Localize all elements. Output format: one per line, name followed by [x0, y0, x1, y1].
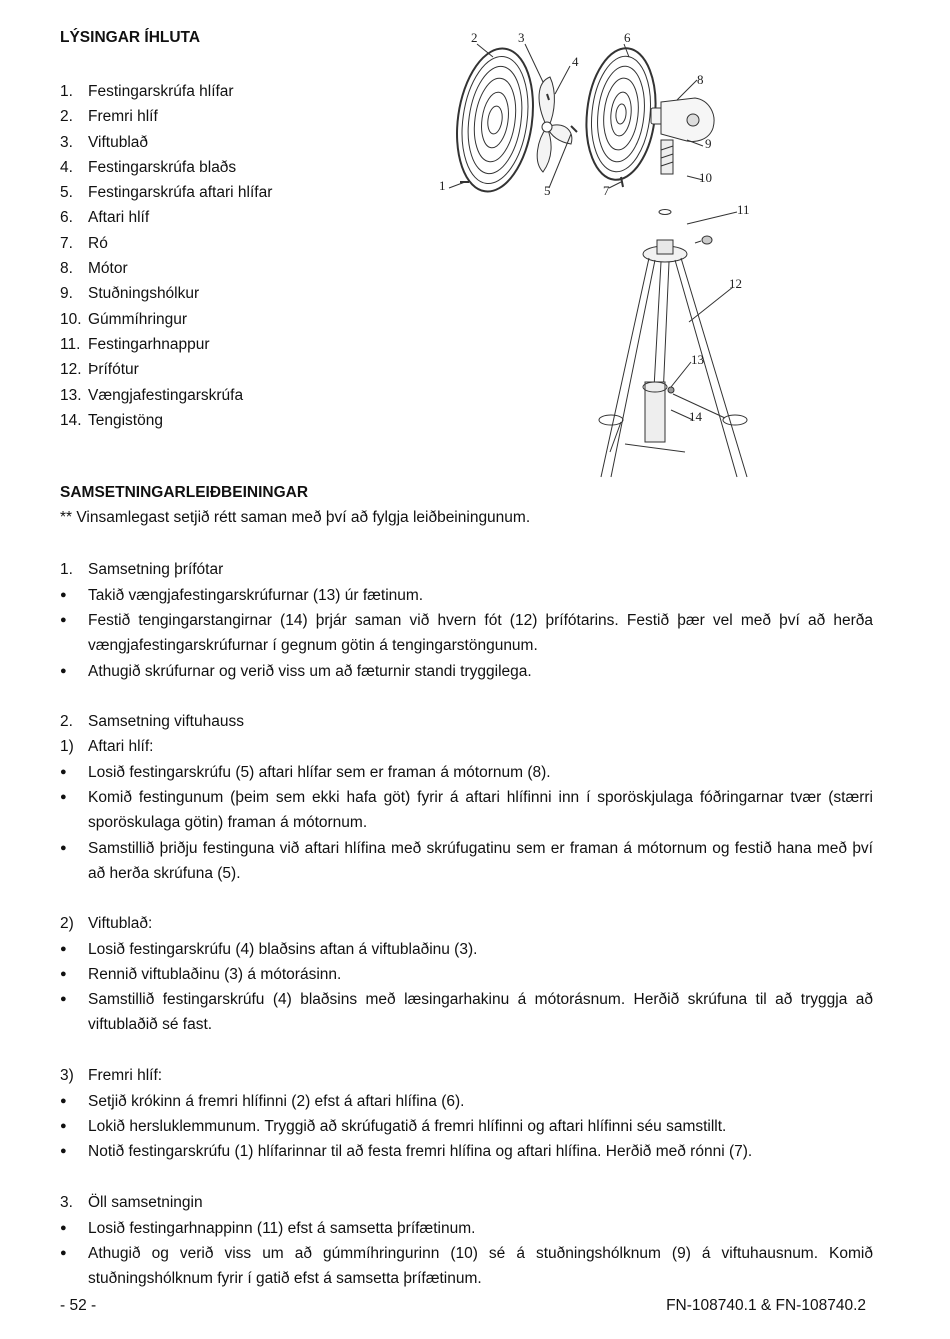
diagram-label: 14 [689, 409, 702, 424]
diagram-label: 3 [518, 30, 525, 45]
list-item: ● Samstillið þriðju festinguna við aftari hlífina með skrúfugatinu sem er framan á mótornum og festið hana með því að herða skrúfuna (5). [60, 840, 873, 883]
list-item: 9. Stuðningshólkur [60, 285, 200, 303]
subsection-title: 3) Fremri hlíf: [60, 1067, 163, 1084]
list-item: ● Losið festingarhnappinn (11) efst á samsetta þrífætinum. [60, 1220, 476, 1237]
list-item: 2. Fremri hlíf [60, 108, 158, 126]
diagram-labels [439, 30, 750, 424]
list-item: ● Rennið viftublaðinu (3) á mótorásinn. [60, 966, 342, 983]
diagram-label: 7 [603, 183, 610, 198]
section-title: 3. Öll samsetningin [60, 1194, 203, 1211]
list-item: ● Losið festingarskrúfu (4) blaðsins aftan á viftublaðinu (3). [60, 941, 478, 958]
intro-text: ** Vinsamlegast setjið rétt saman með því að fylgja leiðbeiningunum. [60, 509, 531, 526]
rubber-ring-drawing [659, 210, 671, 215]
diagram-label: 13 [691, 352, 704, 367]
diagram-label: 9 [705, 136, 712, 151]
list-item: ● Komið festingunum (þeim sem ekki hafa göt) fyrir á aftari hlífinni inn í sporöskjulaga fóðringarnar tvær (stærri sporöskulaga götin) framan á mótornum. [60, 789, 873, 832]
screw-5-drawing [571, 126, 577, 132]
diagram-label: 11 [737, 202, 750, 217]
diagram-label: 2 [471, 30, 478, 45]
section-title: 2. Samsetning viftuhauss [60, 713, 244, 730]
list-item: ● Takið vængjafestingarskrúfurnar (13) úr fætinum. [60, 587, 424, 604]
list-item: 6. Aftari hlíf [60, 209, 150, 227]
list-item: 12. Þrífótur [60, 361, 139, 379]
list-item: 14. Tengistöng [60, 411, 163, 429]
list-item: 3. Viftublað [60, 133, 149, 151]
parts-heading: LÝSINGAR ÍHLUTA [60, 29, 201, 46]
list-item: ● Lokið hersluklemmunum. Tryggið að skrúfugatið á fremri hlífinni og aftari hlífinni séu samstillt. [60, 1118, 727, 1135]
subsection-title: 2) Viftublað: [60, 915, 153, 932]
parts-list [60, 79, 272, 433]
list-item: ● Athugið skrúfurnar og verið viss um að fæturnir standi tryggilega. [60, 663, 532, 680]
rear-grille-drawing [580, 45, 661, 183]
diagram-label: 6 [624, 30, 631, 45]
list-item: ● Setjið krókinn á fremri hlífinni (2) efst á aftari hlífina (6). [60, 1093, 465, 1110]
diagram-label: 5 [544, 183, 551, 198]
list-item: 5. Festingarskrúfa aftari hlífar [60, 184, 273, 202]
list-item: ● Athugið og verið viss um að gúmmíhringurinn (10) sé á stuðningshólknum (9) á viftuhausnum. Komið stuðningshólknum fyrir í gatið efst á samsetta þrífætinum. [60, 1245, 873, 1288]
list-item: ● Festið tengingarstangirnar (14) þrjár saman við hvern fót (12) þrífótarins. Festið þær vel með því að herða vængjafestingarskrúfurnar í gegnum götin á tengingarstöngunum. [60, 612, 873, 655]
knob-drawing [695, 236, 712, 244]
list-item: 7. Ró [60, 234, 108, 252]
subsection-title: 1) Aftari hlíf: [60, 738, 154, 755]
page-number: - 52 - [60, 1297, 97, 1314]
diagram-label: 10 [699, 170, 712, 185]
list-item: 10. Gúmmíhringur [60, 310, 188, 328]
fan-blade-drawing [537, 77, 572, 172]
diagram-label: 12 [729, 276, 742, 291]
front-grille-drawing [448, 44, 541, 197]
fan-exploded-diagram [425, 22, 765, 487]
assembly-heading: SAMSETNINGARLEIÐBEININGAR [60, 484, 309, 501]
list-item: ● Notið festingarskrúfu (1) hlífarinnar til að festa fremri hlífina og aftari hlífina. Herðið með rónni (7). [60, 1143, 753, 1160]
diagram-label: 4 [572, 54, 579, 69]
list-item: ● Losið festingarskrúfu (5) aftari hlífar sem er framan á mótornum (8). [60, 764, 551, 781]
section-title: 1. Samsetning þrífótar [60, 561, 224, 578]
list-item: 11. Festingarhnappur [60, 335, 210, 353]
model-number: FN-108740.1 & FN-108740.2 [666, 1297, 866, 1314]
list-item: 4. Festingarskrúfa blaðs [60, 158, 237, 176]
tripod-drawing [599, 240, 747, 477]
list-item: ● Samstillið festingarskrúfu (4) blaðsins með læsingarhakinu á mótorásnum. Herðið skrúfuna til að tryggja að viftublaðið sé fast. [60, 991, 873, 1034]
list-item: 1. Festingarskrúfa hlífar [60, 83, 234, 100]
list-item: 8. Mótor [60, 260, 128, 278]
diagram-label: 1 [439, 178, 446, 193]
diagram-label: 8 [697, 72, 704, 87]
list-item: 13. Vængjafestingarskrúfa [60, 386, 244, 404]
